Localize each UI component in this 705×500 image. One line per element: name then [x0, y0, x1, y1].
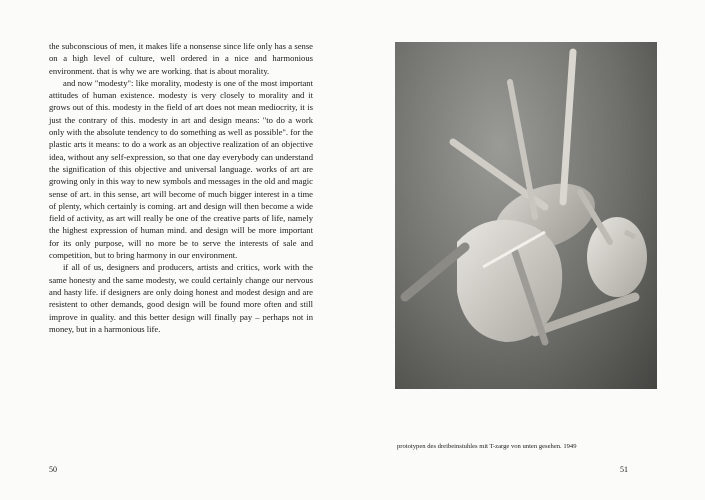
left-page	[0, 0, 352, 500]
paragraph-2: and now "modesty": like morality, modesty is one of the most important attitudes of human existence. modesty is very closely to morality and it grows out of this. modesty in the field of art does not mean mediocrity, it is just the contrary of this. modesty in art and design means: "to do a work only with the absolute tendency to do something as well as possible". for the plastic arts it means: to do a work as an objective realization of an objective idea, without any self-expression, so that one day everybody can understand the signification of this objective and universal language. works of art are growing only in this way to new symbols and messages in the old and magic sense of art. in this sense, art will become of much bigger interest in a time of plenty, which certainly is coming. art and design will then become a wide field of activity, as art will really be one of the creative parts of life, namely the highest expression of human mind. and design will be more important for its only purpose, will no more be to serve the interests of sale and competition, but to bring harmony in our environment.	[49, 77, 313, 261]
page-number-right: 51	[620, 465, 628, 474]
chair-photograph	[395, 42, 657, 389]
photo-caption: prototypen des dreibeinstuhles mit T-zarge von unten gesehen. 1949	[397, 443, 577, 450]
paragraph-1: the subconscious of men, it makes life a nonsense since life only has a sense on a high level of culture, well ordered in a nice and harmonious environment. that is why we are working. that is about morality.	[49, 41, 313, 76]
page-number-left: 50	[49, 465, 57, 474]
body-text	[49, 40, 313, 335]
chair-illustration	[395, 42, 657, 389]
right-page	[352, 0, 705, 500]
paragraph-3: if all of us, designers and producers, artists and critics, work with the same honesty and the same modesty, we could certainly change our nervous and hasty life. if designers are only doing honest and modest design and are resistent to other demands, good design will be found more often and still improve in quality. and this better design will finally pay – perhaps not in money, but in a harmonious life.	[49, 262, 313, 334]
